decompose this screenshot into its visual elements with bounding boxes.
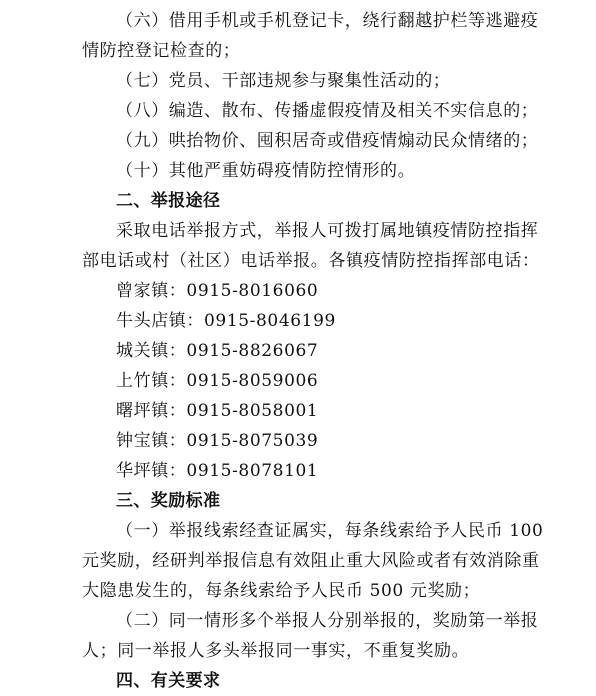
item-7: （七）党员、干部违规参与聚集性活动的；	[116, 71, 451, 91]
item-6-line-1: （六）借用手机或手机登记卡，绕行翻越护栏等逃避疫	[116, 11, 539, 31]
section-4-heading: 四、有关要求	[116, 671, 221, 691]
reward-1-line-2: 元奖励，经研判举报信息有效阻止重大风险或者有效消除重	[82, 551, 540, 571]
phone-shuping: 曙坪镇：0915-8058001	[116, 401, 319, 421]
reward-1-line-3: 大隐患发生的，每条线索给予人民币 500 元奖励；	[82, 581, 481, 601]
item-6-line-2: 情防控登记检查的；	[82, 41, 241, 61]
section-3-heading: 三、奖励标准	[116, 491, 221, 511]
reward-1-line-1: （一）举报线索经查证属实，每条线索给予人民币 100	[116, 521, 544, 541]
phone-zengjia: 曾家镇：0915-8016060	[116, 281, 319, 301]
item-10: （十）其他严重妨碍疫情防控情形的。	[116, 161, 416, 181]
reward-2-line-2: 人；同一举报人多头举报同一事实，不重复奖励。	[82, 641, 470, 661]
phone-chengguan: 城关镇：0915-8826067	[116, 341, 319, 361]
section-2-paragraph-line-1: 采取电话举报方式，举报人可拨打属地镇疫情防控指挥	[116, 221, 539, 241]
item-9: （九）哄抬物价、囤积居奇或借疫情煽动民众情绪的；	[116, 131, 539, 151]
section-2-paragraph-line-2: 部电话或村（社区）电话举报。各镇疫情防控指挥部电话：	[82, 251, 540, 271]
reward-2-line-1: （二）同一情形多个举报人分别举报的，奖励第一举报	[116, 611, 539, 631]
section-2-heading: 二、举报途径	[116, 191, 221, 211]
phone-huaping: 华坪镇：0915-8078101	[116, 461, 319, 481]
phone-shangzhu: 上竹镇：0915-8059006	[116, 371, 319, 391]
phone-zhongbao: 钟宝镇：0915-8075039	[116, 431, 319, 451]
item-8: （八）编造、散布、传播虚假疫情及相关不实信息的；	[116, 101, 539, 121]
phone-niutoudian: 牛头店镇：0915-8046199	[116, 311, 336, 331]
